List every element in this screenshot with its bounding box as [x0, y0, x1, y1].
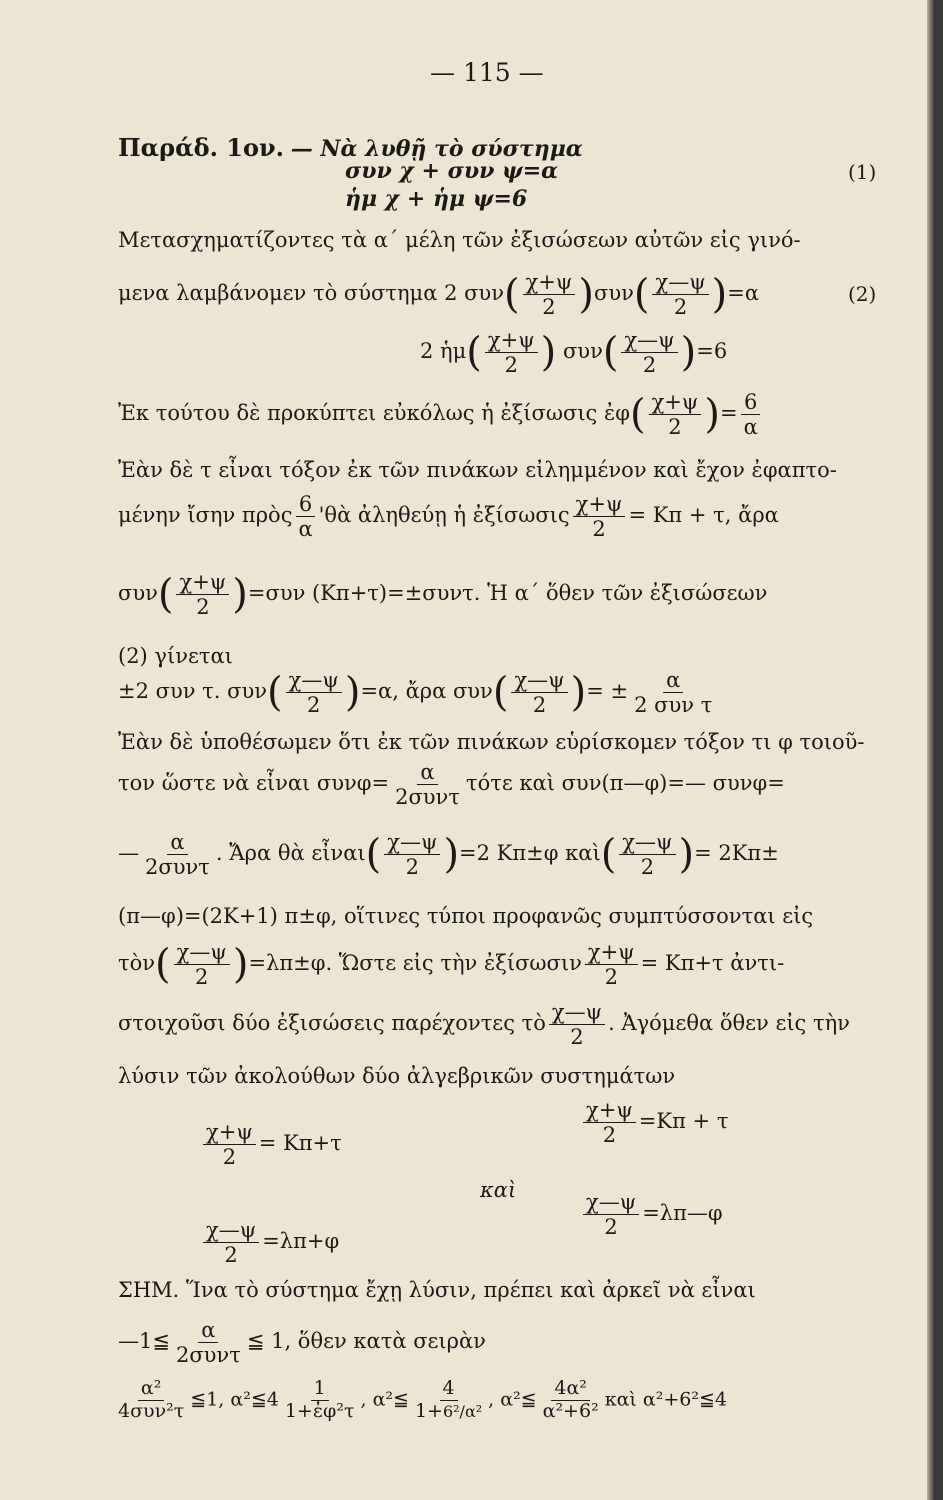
- eq-number-2: (2): [848, 282, 877, 306]
- text-line-13: (π—φ)=(2K+1) π±φ, οἵτινες τύποι προφανῶς συμπτύσσονται εἰς: [118, 904, 814, 928]
- eq-number-1: (1): [848, 160, 877, 184]
- condition-line-1: —1≦ $\frac{\alpha}{\text{2συντ}}$ ≦ 1, ὅθεν κατὰ σειρὰν: [118, 1318, 486, 1368]
- text-line-2: μενα λαμβάνομεν τὸ σύστημα 2 συν( $\frac{\chi+\psi}{2}$ )συν( $\frac{\chi—\psi}{2}$ )=α: [118, 270, 760, 320]
- text-line-1: Μετασχηματίζοντες τὰ α΄ μέλη τῶν ἐξισώσεων αὐτῶν εἰς γινό-: [118, 228, 801, 252]
- system-eq1: συν χ + συν ψ=α: [345, 158, 559, 184]
- system-2-eq2: $\frac{\chi—\psi}{2}$ =λπ—φ: [580, 1190, 723, 1239]
- example-label: Παράδ. 1ον.: [118, 133, 284, 162]
- text-line-6: μένην ἴσην πρὸς $\frac{6}{\alpha}$ 'θὰ ἀληθεύῃ ἡ ἐξίσωσις $\frac{\chi+\psi}{2}$ = Kπ + τ, ἄρα: [118, 492, 779, 542]
- page-number: — 115 —: [430, 58, 544, 87]
- text-line-4: Ἐκ τούτου δὲ προκύπτει εὐκόλως ἡ ἐξίσωσις ἐφ( $\frac{\chi+\psi}{2}$ )= $\frac{6}{\alpha}$: [118, 390, 764, 439]
- text-line-15: στοιχοῦσι δύο ἐξισώσεις παρέχοντες τὸ $\frac{\chi—\psi}{2}$ . Ἀγόμεθα ὅθεν εἰς τὴν: [118, 1000, 850, 1050]
- text-line-3: 2 ἡμ( $\frac{\chi+\psi}{2}$ ) συν( $\frac{\chi—\psi}{2}$ )=6: [420, 328, 728, 378]
- text-line-14: τὸν( $\frac{\chi—\psi}{2}$ )=λπ±φ. Ὥστε εἰς τὴν ἐξίσωσιν $\frac{\chi+\psi}{2}$ = Kπ+τ ἀντι-: [118, 940, 785, 990]
- text-line-16: λύσιν τῶν ἀκολούθων δύο ἀλγεβρικῶν συστημάτων: [118, 1064, 676, 1088]
- text-line-8: (2) γίνεται: [118, 644, 233, 668]
- system-2-eq1: $\frac{\chi+\psi}{2}$ =Kπ + τ: [580, 1098, 728, 1147]
- text-line-5: Ἐὰν δὲ τ εἶναι τόξον ἐκ τῶν πινάκων εἰλημμένον καὶ ἔχον ἐφαπτο-: [118, 458, 837, 482]
- text-line-11: τον ὥστε νὰ εἶναι συνφ= $\frac{\alpha}{\text{2συντ}}$ τότε καὶ συν(π—φ)=— συνφ=: [118, 760, 785, 810]
- example-task: — Νὰ λυθῇ τὸ σύστημα: [290, 136, 583, 162]
- text-line-12: — $\frac{\alpha}{\text{2συντ}}$ . Ἄρα θὰ εἶναι( $\frac{\chi—\psi}{2}$ )=2 Kπ±φ καὶ( $\frac{\chi—\psi}{2}$ )= 2Kπ±: [118, 830, 779, 880]
- system-1-eq2: $\frac{\chi—\psi}{2}$ =λπ+φ: [200, 1218, 339, 1267]
- text-line-10: Ἐὰν δὲ ὑποθέσωμεν ὅτι ἐκ τῶν πινάκων εὑρίσκομεν τόξον τι φ τοιοῦ-: [118, 730, 865, 754]
- system-eq2: ἡμ χ + ἡμ ψ=6: [345, 186, 528, 212]
- note-line: ΣΗΜ. Ἵνα τὸ σύστημα ἔχῃ λύσιν, πρέπει καὶ ἀρκεῖ νὰ εἶναι: [118, 1278, 756, 1302]
- text-line-7: συν( $\frac{\chi+\psi}{2}$ )=συν (Kπ+τ)=±συντ. Ἡ α΄ ὅθεν τῶν ἐξισώσεων: [118, 570, 768, 620]
- text-line-9: ±2 συν τ. συν( $\frac{\chi—\psi}{2}$ )=α, ἄρα συν( $\frac{\chi—\psi}{2}$ )= ± $\frac{\alpha}{\text{2 συν τ}}$: [118, 668, 713, 718]
- page-edge-shadow: [927, 0, 935, 1500]
- system-1-eq1: $\frac{\chi+\psi}{2}$ = Kπ+τ: [200, 1120, 342, 1169]
- condition-line-2: $\frac{\text{α²}}{\text{4συν²τ}}$ ≦1, α²≦4 $\frac{1}{\text{1+ἐφ²τ}}$ , α²≦ $\frac{4}{\text{1+6²/α²}}$ , α²≦ $\frac{\text{4α²}}{\text{α²+6²}}$ καὶ α²+6²≦4: [118, 1377, 727, 1422]
- conjunction-kai: καὶ: [480, 1178, 517, 1202]
